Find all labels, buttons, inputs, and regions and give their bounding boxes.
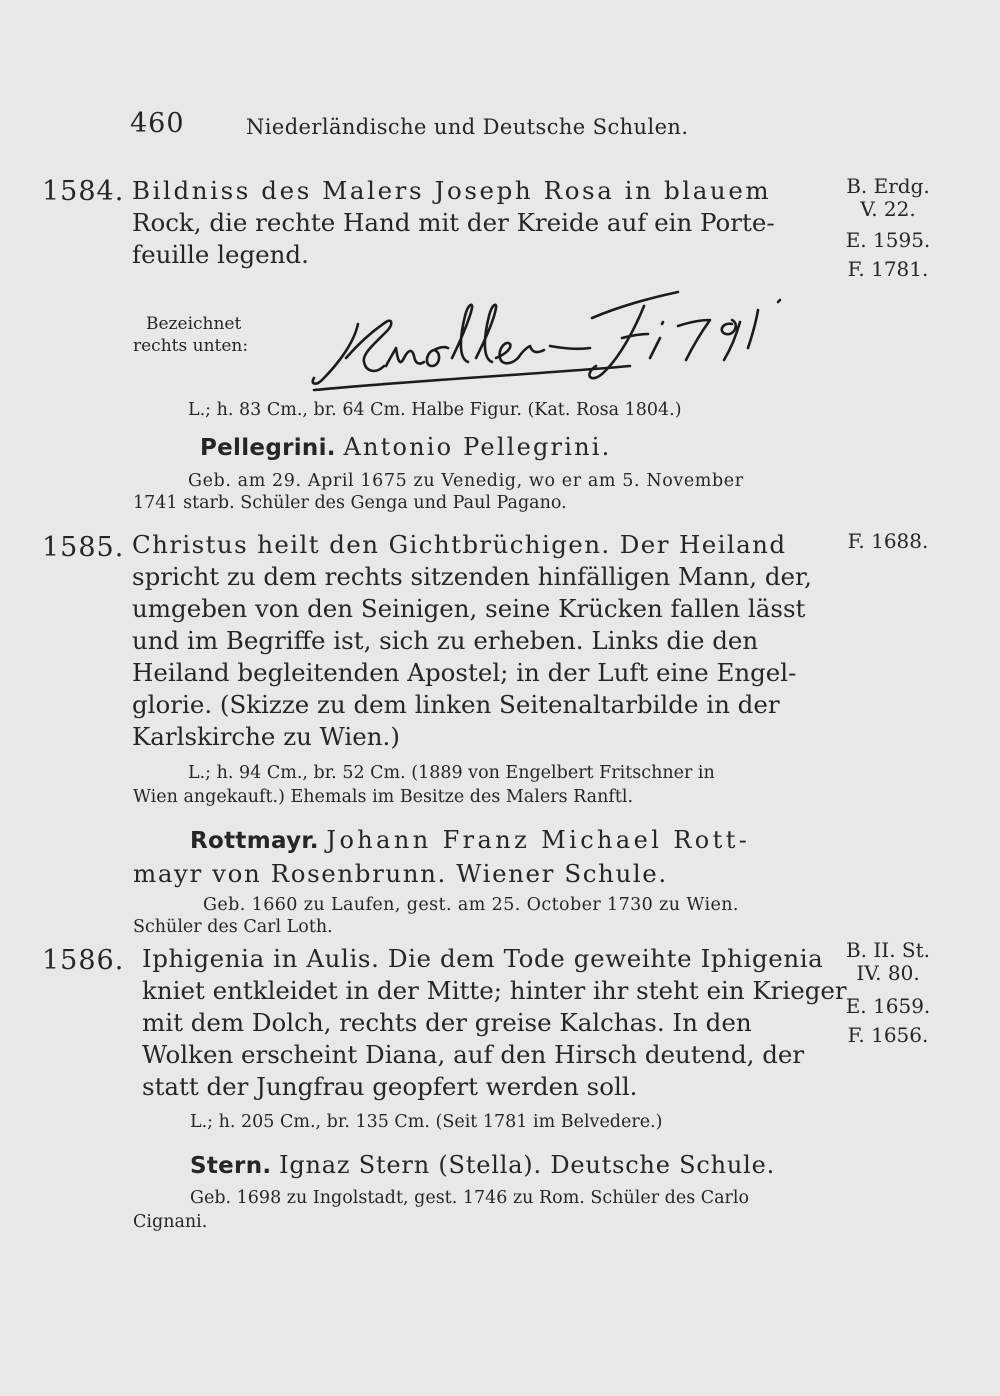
- text-line: rechts unten:: [133, 336, 249, 356]
- detail-line: L.; h. 94 Cm., br. 52 Cm. (1889 von Engelbert Fritschner in: [188, 763, 715, 783]
- entry-1584-details: L.; h. 83 Cm., br. 64 Cm. Halbe Figur. (Kat. Rosa 1804.): [188, 400, 682, 420]
- artist-heading-rottmayr: [190, 826, 750, 854]
- detail-line: Wien angekauft.) Ehemals im Besitze des Malers Ranftl.: [133, 787, 634, 807]
- entry-1584-title: [132, 175, 775, 271]
- text-line: feuille legend.: [132, 240, 309, 269]
- side-note: F. 1656.: [847, 1023, 929, 1047]
- artist-heading-stern: [190, 1151, 775, 1179]
- artist-bio-rottmayr: [133, 894, 739, 938]
- text-line: mit dem Dolch, rechts der greise Kalchas. In den: [142, 1008, 752, 1037]
- text-line: Karlskirche zu Wien.): [132, 722, 400, 751]
- text-line: Christus heilt den Gichtbrüchigen. Der Heiland: [132, 530, 787, 559]
- text-line: Iphigenia in Aulis. Die dem Tode geweihte Iphigenia: [142, 944, 824, 973]
- entry-1584-side-notes: [838, 172, 938, 284]
- bio-line: Geb. am 29. April 1675 zu Venedig, wo er am 5. November: [188, 471, 744, 491]
- artist-heading-pellegrini: [200, 433, 611, 461]
- artist-full-name: Johann Franz Michael Rott-: [326, 826, 751, 854]
- entry-1586-details: L.; h. 205 Cm., br. 135 Cm. (Seit 1781 im Belvedere.): [190, 1112, 663, 1132]
- artist-bio-pellegrini: [133, 470, 744, 514]
- entry-1586-side-notes: [838, 936, 938, 1050]
- text-line: Heiland begleitenden Apostel; in der Luft eine Engel-: [132, 658, 797, 687]
- side-note: V. 22.: [860, 197, 916, 221]
- entry-1585-side-notes: [838, 527, 938, 556]
- entry-number-1584: 1584.: [42, 176, 125, 207]
- bio-line: Cignani.: [133, 1212, 208, 1232]
- side-note: E. 1659.: [845, 994, 931, 1018]
- text-line: Wolken erscheint Diana, auf den Hirsch deutend, der: [142, 1040, 805, 1069]
- side-note: F. 1781.: [847, 257, 929, 281]
- text-line: glorie. (Skizze zu dem linken Seitenaltarbilde in der: [132, 690, 780, 719]
- side-note: IV. 80.: [856, 961, 920, 985]
- page-number: 460: [130, 108, 185, 139]
- side-note: B. II. St.: [845, 938, 931, 962]
- side-note: B. Erdg.: [846, 174, 930, 198]
- artist-short-name: Rottmayr.: [190, 828, 319, 854]
- text-line: Bezeichnet: [146, 314, 242, 334]
- entry-number-1586: 1586.: [42, 945, 125, 976]
- text-line: kniet entkleidet in der Mitte; hinter ihr steht ein Krieger: [142, 976, 847, 1005]
- running-title: Niederländische und Deutsche Schulen.: [246, 115, 689, 139]
- entry-1585-text: [132, 529, 812, 753]
- side-note: F. 1688.: [847, 529, 929, 553]
- entry-number-1585: 1585.: [42, 532, 125, 563]
- artist-short-name: Stern.: [190, 1153, 272, 1179]
- text-line: umgeben von den Seinigen, seine Krücken fallen lässt: [132, 594, 806, 623]
- artist-full-name-continued: mayr von Rosenbrunn. Wiener Schule.: [133, 859, 668, 888]
- side-note: E. 1595.: [845, 228, 931, 252]
- bio-line: Geb. 1698 zu Ingolstadt, gest. 1746 zu Rom. Schüler des Carlo: [190, 1188, 750, 1208]
- text-line: spricht zu dem rechts sitzenden hinfälligen Mann, der,: [132, 562, 812, 591]
- handwritten-signature: [300, 262, 840, 397]
- artist-short-name: Pellegrini.: [200, 435, 336, 461]
- text-line: statt der Jungfrau geopfert werden soll.: [142, 1072, 638, 1101]
- entry-1585-details: [133, 762, 715, 808]
- signature-label: [133, 313, 248, 357]
- bio-line: Geb. 1660 zu Laufen, gest. am 25. October 1730 zu Wien.: [203, 895, 739, 915]
- artist-full-name: Antonio Pellegrini.: [343, 433, 612, 461]
- entry-1586-text: [142, 943, 847, 1103]
- text-line: Rock, die rechte Hand mit der Kreide auf ein Porte-: [132, 208, 775, 237]
- text-line: Bildniss des Malers Joseph Rosa in blauem: [132, 176, 772, 205]
- artist-bio-stern: [133, 1187, 749, 1233]
- bio-line: Schüler des Carl Loth.: [133, 917, 333, 937]
- bio-line: 1741 starb. Schüler des Genga und Paul Pagano.: [133, 493, 567, 513]
- text-line: und im Begriffe ist, sich zu erheben. Links die den: [132, 626, 759, 655]
- artist-full-name: Ignaz Stern (Stella). Deutsche Schule.: [279, 1151, 776, 1179]
